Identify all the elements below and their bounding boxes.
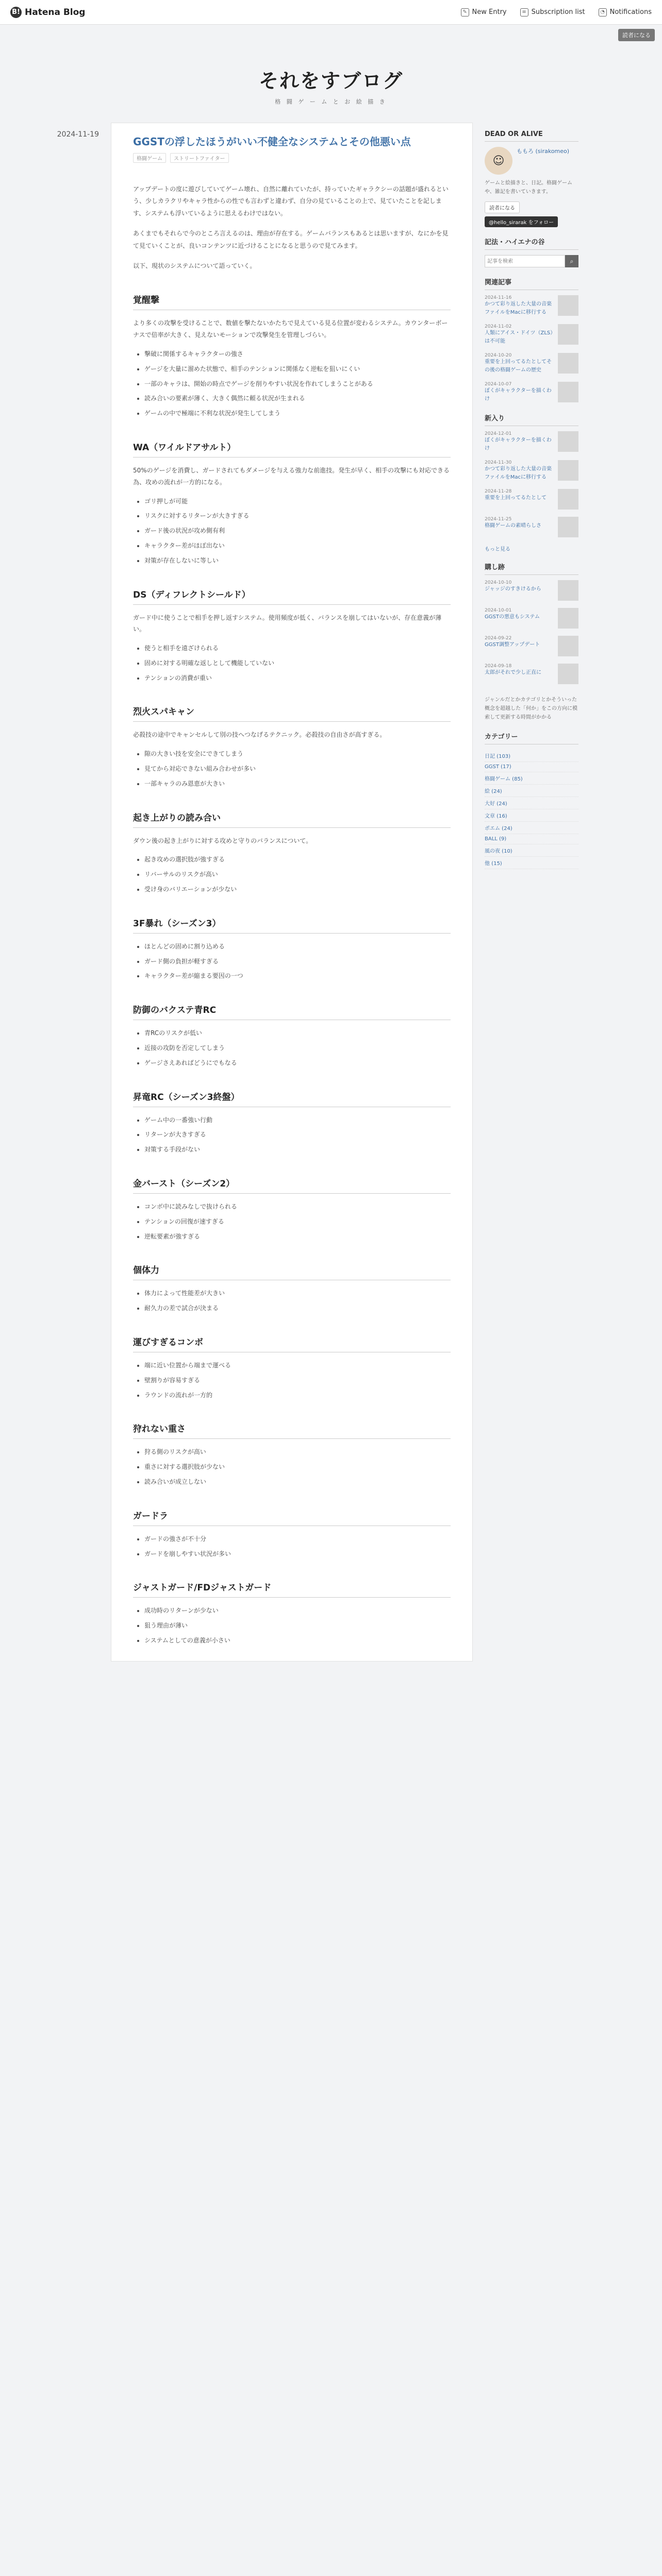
list-item: • 端に近い位置から端まで運べる bbox=[144, 1360, 451, 1371]
list-item: • 対策する手段がない bbox=[144, 1144, 451, 1156]
sidebar-entry-title[interactable]: 人類にアイス・ドイツ（ZLS）は不可能 bbox=[485, 330, 553, 344]
section-heading: 防御のバクステ青RC bbox=[133, 1003, 451, 1020]
section-points bbox=[133, 642, 451, 684]
category-link[interactable]: 風の夜 (10) bbox=[485, 844, 578, 857]
sidebar-entry-title[interactable]: ぼくがキャラクターを描くわけ bbox=[485, 437, 552, 451]
list-item: • 撃破に関係するキャラクターの強さ bbox=[144, 348, 451, 360]
section-points bbox=[133, 496, 451, 567]
list-item: • 一部のキャラは、開始の時点でゲージを削りやすい状況を作れてしまうことがある bbox=[144, 378, 451, 390]
sidebar-entry[interactable] bbox=[485, 324, 578, 346]
section-heading: 起き上がりの読み合い bbox=[133, 810, 451, 828]
sidebar-entry[interactable] bbox=[485, 353, 578, 375]
section-points bbox=[133, 1605, 451, 1646]
section-points bbox=[133, 854, 451, 895]
sidebar-entry[interactable] bbox=[485, 636, 578, 656]
list-item: • ガードの強さが不十分 bbox=[144, 1533, 451, 1545]
sidebar bbox=[485, 123, 578, 1661]
sidebar-entry-title[interactable]: ぼくがキャラクターを描くわけ bbox=[485, 388, 552, 402]
section-heading: 烈火スパキャン bbox=[133, 704, 451, 722]
category-tag[interactable]: 格闘ゲーム bbox=[133, 153, 166, 163]
section-points bbox=[133, 348, 451, 419]
list-item: • ゲージさえあればどうにでもなる bbox=[144, 1057, 451, 1069]
list-icon: ≡ bbox=[520, 8, 528, 16]
list-item: • 固めに対する明確な返しとして機能していない bbox=[144, 657, 451, 669]
category-link[interactable]: 絵 (24) bbox=[485, 785, 578, 797]
section-heading: 昇竜RC（シーズン3終盤） bbox=[133, 1090, 451, 1107]
new-entry-button[interactable] bbox=[461, 8, 507, 16]
category-link[interactable]: 大好 (24) bbox=[485, 797, 578, 809]
category-link[interactable]: ポエム (24) bbox=[485, 822, 578, 834]
entry-thumbnail[interactable] bbox=[558, 295, 578, 316]
sidebar-entry[interactable] bbox=[485, 608, 578, 629]
new-section-title: 新入り bbox=[485, 413, 578, 426]
section-points bbox=[133, 941, 451, 982]
profile-name[interactable]: ももろ (sirakomeo) bbox=[517, 148, 570, 155]
sidebar-entry-date: 2024-12-01 bbox=[485, 431, 512, 436]
category-link[interactable]: 文章 (16) bbox=[485, 809, 578, 822]
list-item: • 見てから対応できない組み合わせが多い bbox=[144, 763, 451, 775]
avatar[interactable]: ☺ bbox=[485, 147, 512, 175]
section-heading: 個体力 bbox=[133, 1263, 451, 1280]
sidebar-entry-title[interactable]: 格闘ゲームの素晴らしさ bbox=[485, 523, 541, 529]
entry-thumbnail[interactable] bbox=[558, 324, 578, 345]
sidebar-entry-title[interactable]: かつて彩り返した大量の音楽ファイルをMacに移行する bbox=[485, 466, 552, 480]
profile-section-title: DEAD OR ALIVE bbox=[485, 130, 578, 142]
blog-header bbox=[0, 25, 662, 123]
section-heading: 覚醒撃 bbox=[133, 293, 451, 310]
sidebar-quote: ジャンルだとかカテゴリとかそういった概念を超越した「何か」をこの方向に模索して更新する時間がかかる bbox=[485, 697, 577, 720]
list-item: • 壁割りが容易すぎる bbox=[144, 1375, 451, 1386]
section-points bbox=[133, 1114, 451, 1156]
section-heading: WA（ワイルドアサルト） bbox=[133, 440, 451, 457]
category-link[interactable]: 格闘ゲーム (85) bbox=[485, 772, 578, 785]
list-item: • ガード後の状況が攻め側有利 bbox=[144, 525, 451, 537]
sidebar-entry-date: 2024-09-22 bbox=[485, 636, 512, 641]
category-link[interactable]: 他 (15) bbox=[485, 857, 578, 869]
entry-title[interactable]: GGSTの浮したほうがいい不健全なシステムとその他悪い点 bbox=[133, 135, 411, 148]
profile-text: ゲームと絵描きと、日記。格闘ゲームや、雑記を書いていきます。 bbox=[485, 180, 572, 195]
section-points bbox=[133, 1360, 451, 1401]
list-item: • 青RCのリスクが低い bbox=[144, 1027, 451, 1039]
list-item: • 逆転要素が強すぎる bbox=[144, 1231, 451, 1243]
search-icon[interactable]: ⌕ bbox=[565, 255, 578, 267]
entry-thumbnail[interactable] bbox=[558, 580, 578, 601]
sidebar-entry-date: 2024-11-30 bbox=[485, 460, 512, 465]
section-body: ダウン後の起き上がりに対する攻めと守りのバランスについて。 bbox=[133, 837, 312, 844]
list-item: • キャラクター差がほぼ出ない bbox=[144, 540, 451, 552]
list-item: • ガードを崩しやすい状況が多い bbox=[144, 1548, 451, 1560]
entry-thumbnail[interactable] bbox=[558, 489, 578, 510]
sidebar-entry[interactable] bbox=[485, 489, 578, 510]
sidebar-entry-title[interactable]: かつて彩り返した大量の音楽ファイルをMacに移行する bbox=[485, 301, 552, 315]
list-item: • 耐久力の差で試合が決まる bbox=[144, 1302, 451, 1314]
entry-article bbox=[111, 123, 472, 1661]
list-item: • ラウンドの流れが一方的 bbox=[144, 1389, 451, 1401]
intro-paragraph: 以下、現状のシステムについて語っていく。 bbox=[133, 262, 256, 269]
section-points bbox=[133, 748, 451, 789]
list-item: • テンションの消費が重い bbox=[144, 672, 451, 684]
list-item: • 狩る側のリスクが高い bbox=[144, 1446, 451, 1458]
list-item: • システムとしての意義が小さい bbox=[144, 1635, 451, 1647]
section-heading: DS（ディフレクトシールド） bbox=[133, 587, 451, 605]
list-item: • 使うと相手を遠ざけられる bbox=[144, 642, 451, 654]
category-link[interactable]: GGST (17) bbox=[485, 762, 578, 772]
sidebar-entry[interactable] bbox=[485, 295, 578, 317]
list-item: • ゲームの中で極端に不利な状況が発生してしまう bbox=[144, 408, 451, 419]
subscription-list-button[interactable] bbox=[520, 8, 585, 16]
list-item: • 受け身のバリエーションが少ない bbox=[144, 884, 451, 895]
sidebar-entry[interactable] bbox=[485, 460, 578, 482]
section-body: ガード中に使うことで相手を押し返すシステム。使用頻度が低く、バランスを崩してはいないが、存在意義が薄い。 bbox=[133, 614, 442, 633]
pencil-icon: ✎ bbox=[461, 8, 469, 16]
sidebar-entry-title[interactable]: 太郎がそれで少し正直に bbox=[485, 670, 541, 675]
sidebar-entry[interactable] bbox=[485, 517, 578, 537]
entry-thumbnail[interactable] bbox=[558, 517, 578, 537]
list-item: • 重さに対する選択肢が少ない bbox=[144, 1461, 451, 1473]
notifications-button[interactable] bbox=[599, 8, 652, 16]
follow-button[interactable]: 読者になる bbox=[485, 201, 520, 213]
hatena-blog-logo[interactable] bbox=[10, 7, 85, 18]
section-heading: 狩れない重さ bbox=[133, 1421, 451, 1439]
sidebar-entry-title[interactable]: 重要を上回ってるたとしてその後の格闘ゲームの歴史 bbox=[485, 359, 552, 373]
section-body: 必殺技の途中でキャンセルして別の技へつなげるテクニック。必殺技の自由さが高すぎる。 bbox=[133, 731, 386, 739]
sidebar-entry-date: 2024-11-28 bbox=[485, 489, 512, 494]
list-item: • 起き攻めの選択肢が強すぎる bbox=[144, 854, 451, 866]
entry-thumbnail[interactable] bbox=[558, 664, 578, 684]
list-item: • ゴリ押しが可能 bbox=[144, 496, 451, 507]
list-item: • ゲージを大量に溜めた状態で、相手のテンションに関係なく逆転を狙いにくい bbox=[144, 363, 451, 375]
category-link[interactable]: BALL (9) bbox=[485, 834, 578, 844]
entry-thumbnail[interactable] bbox=[558, 353, 578, 374]
sidebar-entry-date: 2024-10-07 bbox=[485, 382, 512, 387]
sidebar-entry-title[interactable]: GGST調整アップデート bbox=[485, 642, 540, 648]
list-item: • 一部キャラのみ恩恵が大きい bbox=[144, 778, 451, 790]
sidebar-entry-date: 2024-10-01 bbox=[485, 608, 512, 613]
list-item: • ほとんどの固めに割り込める bbox=[144, 941, 451, 953]
section-points bbox=[133, 1533, 451, 1560]
sidebar-entry-title[interactable]: 重要を上回ってるたとして bbox=[485, 495, 547, 501]
section-points bbox=[133, 1446, 451, 1487]
bell-icon: ◔ bbox=[599, 8, 607, 16]
entry-thumbnail[interactable] bbox=[558, 382, 578, 402]
blog-title[interactable]: それをすブログ bbox=[258, 69, 403, 92]
list-item: • リターンが大きすぎる bbox=[144, 1129, 451, 1141]
entry-thumbnail[interactable] bbox=[558, 460, 578, 481]
section-heading: ガードラ bbox=[133, 1509, 451, 1526]
more-link[interactable]: もっと見る bbox=[485, 547, 510, 552]
sidebar-entry-title[interactable]: ジャッジのすきけるから bbox=[485, 586, 541, 592]
sidebar-entry-date: 2024-09-18 bbox=[485, 664, 512, 669]
sidebar-entry-date: 2024-11-16 bbox=[485, 295, 512, 300]
category-tag[interactable]: ストリートファイター bbox=[170, 153, 229, 163]
subscribe-button[interactable]: 読者になる bbox=[618, 29, 655, 41]
intro-paragraph: アップデートの度に遊びしていてゲーム壊れ、自然に離れていたが、持っていたギャラクシーの話題が盛れるという、少しカラクリやキャラ性からの性でも言わずと違わず、自分の見ていることの上で、見ていたことを記します、システムも浮いているように思えるわけではない。 bbox=[133, 185, 449, 217]
sidebar-entry[interactable] bbox=[485, 431, 578, 453]
list-item: • 体力によって性能差が大きい bbox=[144, 1287, 451, 1299]
entry-thumbnail[interactable] bbox=[558, 431, 578, 452]
sidebar-entry-date: 2024-10-10 bbox=[485, 580, 512, 585]
top-navigation-bar bbox=[0, 0, 662, 25]
entry-thumbnail[interactable] bbox=[558, 608, 578, 629]
list-item: • 隙の大きい技を安全にできてしまう bbox=[144, 748, 451, 760]
intro-paragraph: あくまでもそれらで今のところ言えるのは、理由が存在する。ゲームバランスもあるとは思いますが、なにかを見て見ていくことが、良いコンテンツに近づけることになると思うので見てみます。 bbox=[133, 230, 449, 249]
list-item: • リバーサルのリスクが高い bbox=[144, 869, 451, 880]
list-item: • 対策が存在しないに等しい bbox=[144, 555, 451, 567]
sidebar-entry[interactable] bbox=[485, 382, 578, 403]
section-heading: 運びすぎるコンボ bbox=[133, 1335, 451, 1352]
section-points bbox=[133, 1287, 451, 1314]
section-heading: 金バースト（シーズン2） bbox=[133, 1176, 451, 1194]
list-item: • ガード側の負担が軽すぎる bbox=[144, 956, 451, 968]
sidebar-entry-date: 2024-11-02 bbox=[485, 324, 512, 329]
list-item: • リスクに対するリターンが大きすぎる bbox=[144, 510, 451, 522]
recent-section-title: 関連記事 bbox=[485, 277, 578, 290]
list-item: • コンボ中に読みなしで抜けられる bbox=[144, 1201, 451, 1213]
sidebar-entry[interactable] bbox=[485, 580, 578, 601]
search-section-title: 記法・ハイエナの谷 bbox=[485, 236, 578, 250]
category-link[interactable]: 日記 (103) bbox=[485, 750, 578, 762]
list-item: • 狙う理由が薄い bbox=[144, 1620, 451, 1632]
sidebar-entry-title[interactable]: GGSTの悪意もシステム bbox=[485, 614, 540, 620]
new-entry-label: New Entry bbox=[472, 8, 507, 16]
sidebar-entry-date: 2024-11-25 bbox=[485, 517, 512, 522]
section-heading: 3F暴れ（シーズン3） bbox=[133, 916, 451, 934]
list-item: • ゲーム中の一番強い行動 bbox=[144, 1114, 451, 1126]
list-item: • 読み合いの要素が薄く、大きく偶然に頼る状況が生まれる bbox=[144, 393, 451, 404]
entry-date[interactable]: 2024-11-19 bbox=[57, 130, 99, 139]
list-item: • キャラクター差が縮まる要因の一つ bbox=[144, 970, 451, 982]
logo-text: Hatena Blog bbox=[25, 7, 86, 18]
section-points bbox=[133, 1027, 451, 1069]
section-body: 50%のゲージを消費し、ガードされてもダメージを与える強力な前進技。発生が早く、相手の攻撃にも対応できる為、攻めの流れが一方的になる。 bbox=[133, 466, 450, 486]
entry-thumbnail[interactable] bbox=[558, 636, 578, 656]
section-points bbox=[133, 1201, 451, 1242]
list-item: • 近接の攻防を否定してしまう bbox=[144, 1042, 451, 1054]
section-heading: ジャストガード/FDジャストガード bbox=[133, 1580, 451, 1598]
blog-description: 格 闘 ゲ ー ム と お 絵 描 き bbox=[275, 98, 387, 105]
list-item: • テンションの回復が速すぎる bbox=[144, 1216, 451, 1228]
entry-sections bbox=[133, 293, 451, 1646]
subscription-label: Subscription list bbox=[531, 8, 585, 16]
sidebar-entry-date: 2024-10-20 bbox=[485, 353, 512, 358]
categories-section-title: カテゴリー bbox=[485, 731, 578, 744]
search-input[interactable] bbox=[485, 255, 565, 267]
list-item: • 読み合いが成立しない bbox=[144, 1476, 451, 1488]
section-body: より多くの攻撃を受けることで、数値を撃たないかたちで見えている見る位置が変わるシステム。カウンターボーナスで倍率が大きく、見えないモーションで攻撃発生を管理しづらい。 bbox=[133, 319, 448, 339]
sidebar-entry[interactable] bbox=[485, 664, 578, 684]
twitter-follow-button[interactable]: @hello_sirarak をフォロー bbox=[485, 216, 558, 227]
hatena-logo-icon: B! bbox=[10, 7, 22, 18]
archive-section-title: 購し跡 bbox=[485, 562, 578, 575]
notifications-label: Notifications bbox=[609, 8, 652, 16]
list-item: • 成功時のリターンが少ない bbox=[144, 1605, 451, 1617]
entry-intro bbox=[133, 183, 451, 272]
